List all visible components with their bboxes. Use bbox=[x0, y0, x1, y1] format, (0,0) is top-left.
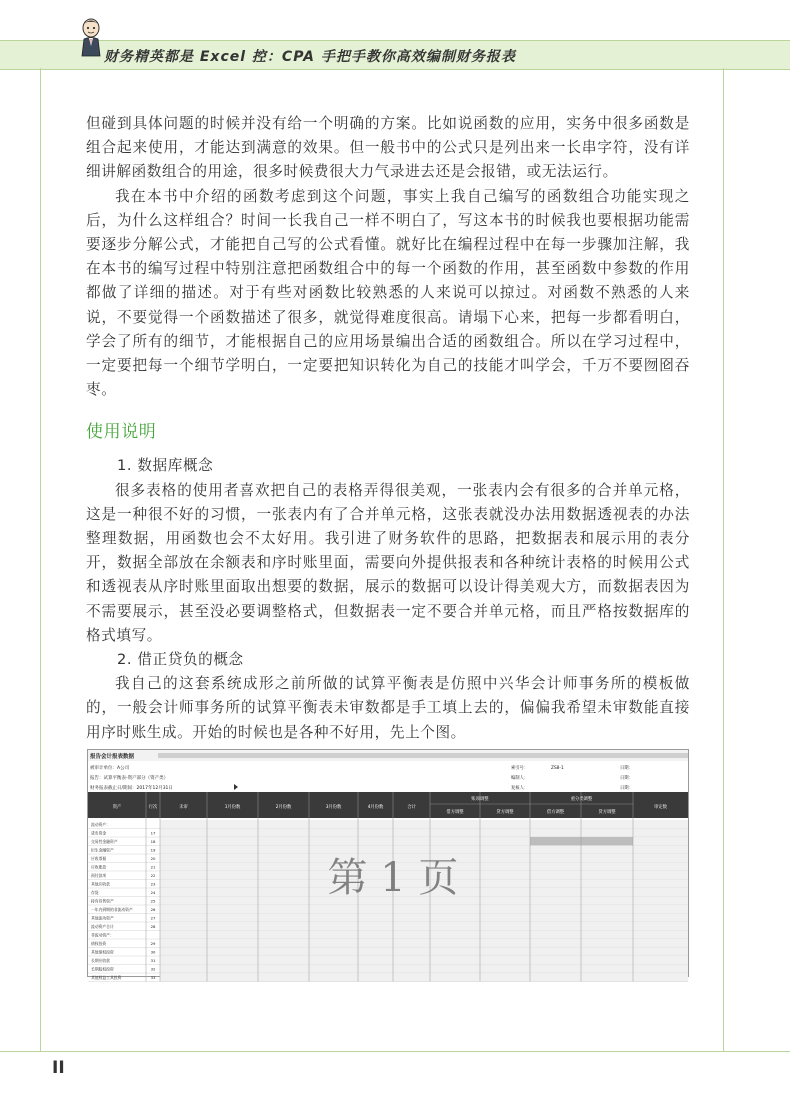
sheet-row-label: 衍生金融资产 bbox=[91, 847, 114, 853]
sheet-row-no: 22 bbox=[150, 873, 156, 878]
book-title: 财务精英都是 Excel 控：CPA 手把手教你高效编制财务报表 bbox=[104, 49, 516, 65]
sheet-sub-header: 借方调整 bbox=[446, 810, 464, 815]
page-header bbox=[0, 40, 790, 70]
sheet-row-label: 长期股权投资 bbox=[91, 966, 114, 972]
sheet-row-label: 其他债权投资 bbox=[91, 949, 114, 955]
sheet-col-header: 未审 bbox=[179, 805, 188, 810]
sheet-right-info: 日期： bbox=[620, 766, 633, 771]
sheet-row-fill bbox=[160, 820, 688, 829]
sheet-row-label: 应收账款 bbox=[91, 864, 107, 870]
sheet-title-fill bbox=[158, 753, 688, 758]
sheet-row-label: 应收票据 bbox=[91, 856, 107, 861]
sheet-right-info: 日期： bbox=[620, 776, 633, 781]
sheet-col-header: 4月份数 bbox=[367, 805, 384, 810]
sheet-row-no: 20 bbox=[150, 856, 156, 861]
sheet-highlight-cell bbox=[530, 837, 633, 846]
sheet-row-no: 27 bbox=[150, 915, 156, 921]
sheet-row-fill bbox=[160, 905, 688, 914]
sheet-index-value: ZS8-1 bbox=[551, 766, 564, 771]
sheet-col-header: 2月份数 bbox=[275, 805, 292, 810]
spreadsheet-figure bbox=[87, 749, 689, 980]
body-text bbox=[86, 112, 690, 745]
sheet-row-label: 长期应收款 bbox=[91, 958, 110, 963]
sheet-col-header: 行次 bbox=[148, 805, 158, 810]
sheet-sub-header: 贷方调整 bbox=[598, 810, 616, 815]
sheet-row-no: 17 bbox=[150, 830, 156, 836]
sheet-col-header: 合计 bbox=[407, 805, 416, 810]
page-frame-left bbox=[40, 68, 41, 1052]
paragraph: 但碰到具体问题的时候并没有给一个明确的方案。比如说函数的应用，实务中很多函数是组合起来使用，才能达到满意的效果。但一般书中的公式只是列出来一长串字符，没有详细讲解函数组合的用途，很多时候费很大力气录进去还是会报错，或无法运行。 bbox=[86, 115, 690, 181]
sheet-row-fill bbox=[160, 939, 688, 948]
page-watermark: 第 1 页 bbox=[327, 855, 459, 901]
sheet-row-label: 流动资产合计 bbox=[91, 924, 114, 929]
cursor-icon bbox=[234, 784, 238, 790]
sheet-row-label: 存货 bbox=[91, 890, 99, 895]
sheet-row-fill bbox=[160, 965, 688, 974]
paragraph: 我自己的这套系统成形之前所做的试算平衡表是仿照中兴华会计师事务所的模板做的，一般会计师事务所的试算平衡表未审数都是手工填上去的，偏偏我希望未审数能直接用序时账生成。开始的时候也是各种不好用，先上个图。 bbox=[86, 675, 690, 741]
sheet-info: 被审计单位：A公司 bbox=[90, 766, 130, 771]
sheet-row-fill bbox=[160, 948, 688, 957]
list-item-title: 2. 借正贷负的概念 bbox=[117, 651, 244, 669]
sheet-row-no: 28 bbox=[150, 924, 156, 929]
sheet-row-label: 其他权益工具投资 bbox=[91, 975, 122, 980]
sheet-row-no: 25 bbox=[150, 898, 156, 904]
sheet-right-info: 复核人： bbox=[511, 786, 529, 791]
sheet-row-label: 其他应收款 bbox=[91, 881, 110, 887]
page-frame-bottom bbox=[0, 1051, 790, 1052]
sheet-right-info: 日期： bbox=[620, 786, 633, 791]
sheet-row-no: 21 bbox=[150, 864, 156, 870]
sheet-row-label: 其他流动资产 bbox=[91, 915, 114, 921]
sheet-row-fill bbox=[160, 829, 688, 838]
sheet-sub-header: 借方调整 bbox=[546, 810, 565, 815]
sheet-row-label: 债权投资 bbox=[91, 941, 107, 946]
sheet-title: 报告会计报表数据 bbox=[90, 754, 135, 760]
sheet-col-header: 资产 bbox=[112, 805, 122, 810]
sheet-row-label: 持有待售资产 bbox=[91, 898, 114, 904]
sheet-row-label: 流动资产： bbox=[91, 822, 110, 827]
sheet-sub-header: 贷方调整 bbox=[496, 810, 514, 815]
sheet-row-fill bbox=[160, 922, 688, 931]
sheet-info: 财务报表截止日/期间：2017年12月31日 bbox=[90, 786, 173, 791]
sheet-group-header: 账项调整 bbox=[471, 797, 489, 802]
sheet-row-label: 交易性金融资产 bbox=[91, 839, 118, 844]
mascot-icon bbox=[80, 16, 102, 68]
sheet-row-no: 19 bbox=[150, 847, 156, 853]
sheet-col-header: 1月份数 bbox=[224, 805, 241, 810]
sheet-row-no: 18 bbox=[150, 839, 156, 844]
sheet-row-label: 预付款项 bbox=[91, 873, 107, 878]
sheet-row-fill bbox=[160, 956, 688, 965]
sheet-row-label: 一年内到期的非流动资产 bbox=[91, 907, 133, 912]
sheet-row-fill bbox=[160, 914, 688, 923]
sheet-row-label: 货币资金 bbox=[91, 830, 107, 836]
sheet-row-fill bbox=[160, 973, 688, 982]
sheet-right-info: 索引号： bbox=[511, 766, 529, 771]
sheet-right-info: 编制人： bbox=[511, 776, 529, 781]
page-frame-right bbox=[723, 68, 724, 1052]
paragraph: 我在本书中介绍的函数考虑到这个问题，事实上我自己编写的函数组合功能实现之后，为什么这样组合？时间一长我自己一样不明白了，写这本书的时候我也要根据功能需要逐步分解公式，才能把自己写的公式看懂。就好比在编程过程中在每一步骤加注解，我在本书的编写过程中特别注意把函数组合中的每一个函数的作用，甚至函数中参数的作用都做了详细的描述。对于有些对函数比较熟悉的人来说可以掠过。对函数不熟悉的人来说，不要觉得一个函数描述了很多，就觉得难度很高。请塌下心来，把每一步都看明白，学会了所有的细节，才能根据自己的应用场景编出合适的函数组合。所以在学习过程中，一定要把每一个细节学明白，一定要把知识转化为自己的技能才叫学会，千万不要囫囵吞枣。 bbox=[86, 187, 690, 399]
sheet-row-no: 30 bbox=[150, 949, 156, 955]
sheet-row-no: 32 bbox=[150, 966, 156, 972]
sheet-row-no: 24 bbox=[150, 890, 156, 895]
sheet-row-fill bbox=[160, 846, 688, 855]
sheet-row-no: 29 bbox=[150, 941, 156, 946]
sheet-row-no: 33 bbox=[150, 975, 156, 980]
list-item-title: 1. 数据库概念 bbox=[117, 457, 214, 475]
sheet-row-no: 31 bbox=[150, 958, 156, 963]
sheet-info: 报告：试算平衡表-资产部分（资产类） bbox=[90, 776, 169, 781]
sheet-row-no: 26 bbox=[150, 907, 156, 912]
page-number: II bbox=[52, 1058, 65, 1078]
paragraph: 很多表格的使用者喜欢把自己的表格弄得很美观，一张表内会有很多的合并单元格，这是一种很不好的习惯，一张表内有了合并单元格，这张表就没办法用数据透视表的办法整理数据，用函数也会不太好用。我引进了财务软件的思路，把数据表和展示用的表分开，数据全部放在余额表和序时账里面，需要向外提供报表和各种统计表格的时候用公式和透视表从序时账里面取出想要的数据，展示的数据可以设计得美观大方，而数据表因为不需要展示，甚至没必要调整格式，但数据表一定不要合并单元格，而且严格按数据库的格式填写。 bbox=[86, 481, 690, 644]
sheet-row-no: 23 bbox=[150, 881, 156, 887]
sheet-row-label: 非流动资产： bbox=[91, 932, 114, 938]
sheet-group-header: 重分类调整 bbox=[570, 797, 593, 802]
sheet-col-header: 审定数 bbox=[654, 805, 667, 810]
sheet-row-fill bbox=[160, 931, 688, 940]
section-heading: 使用说明 bbox=[86, 422, 157, 443]
sheet-col-header: 3月份数 bbox=[325, 805, 342, 810]
